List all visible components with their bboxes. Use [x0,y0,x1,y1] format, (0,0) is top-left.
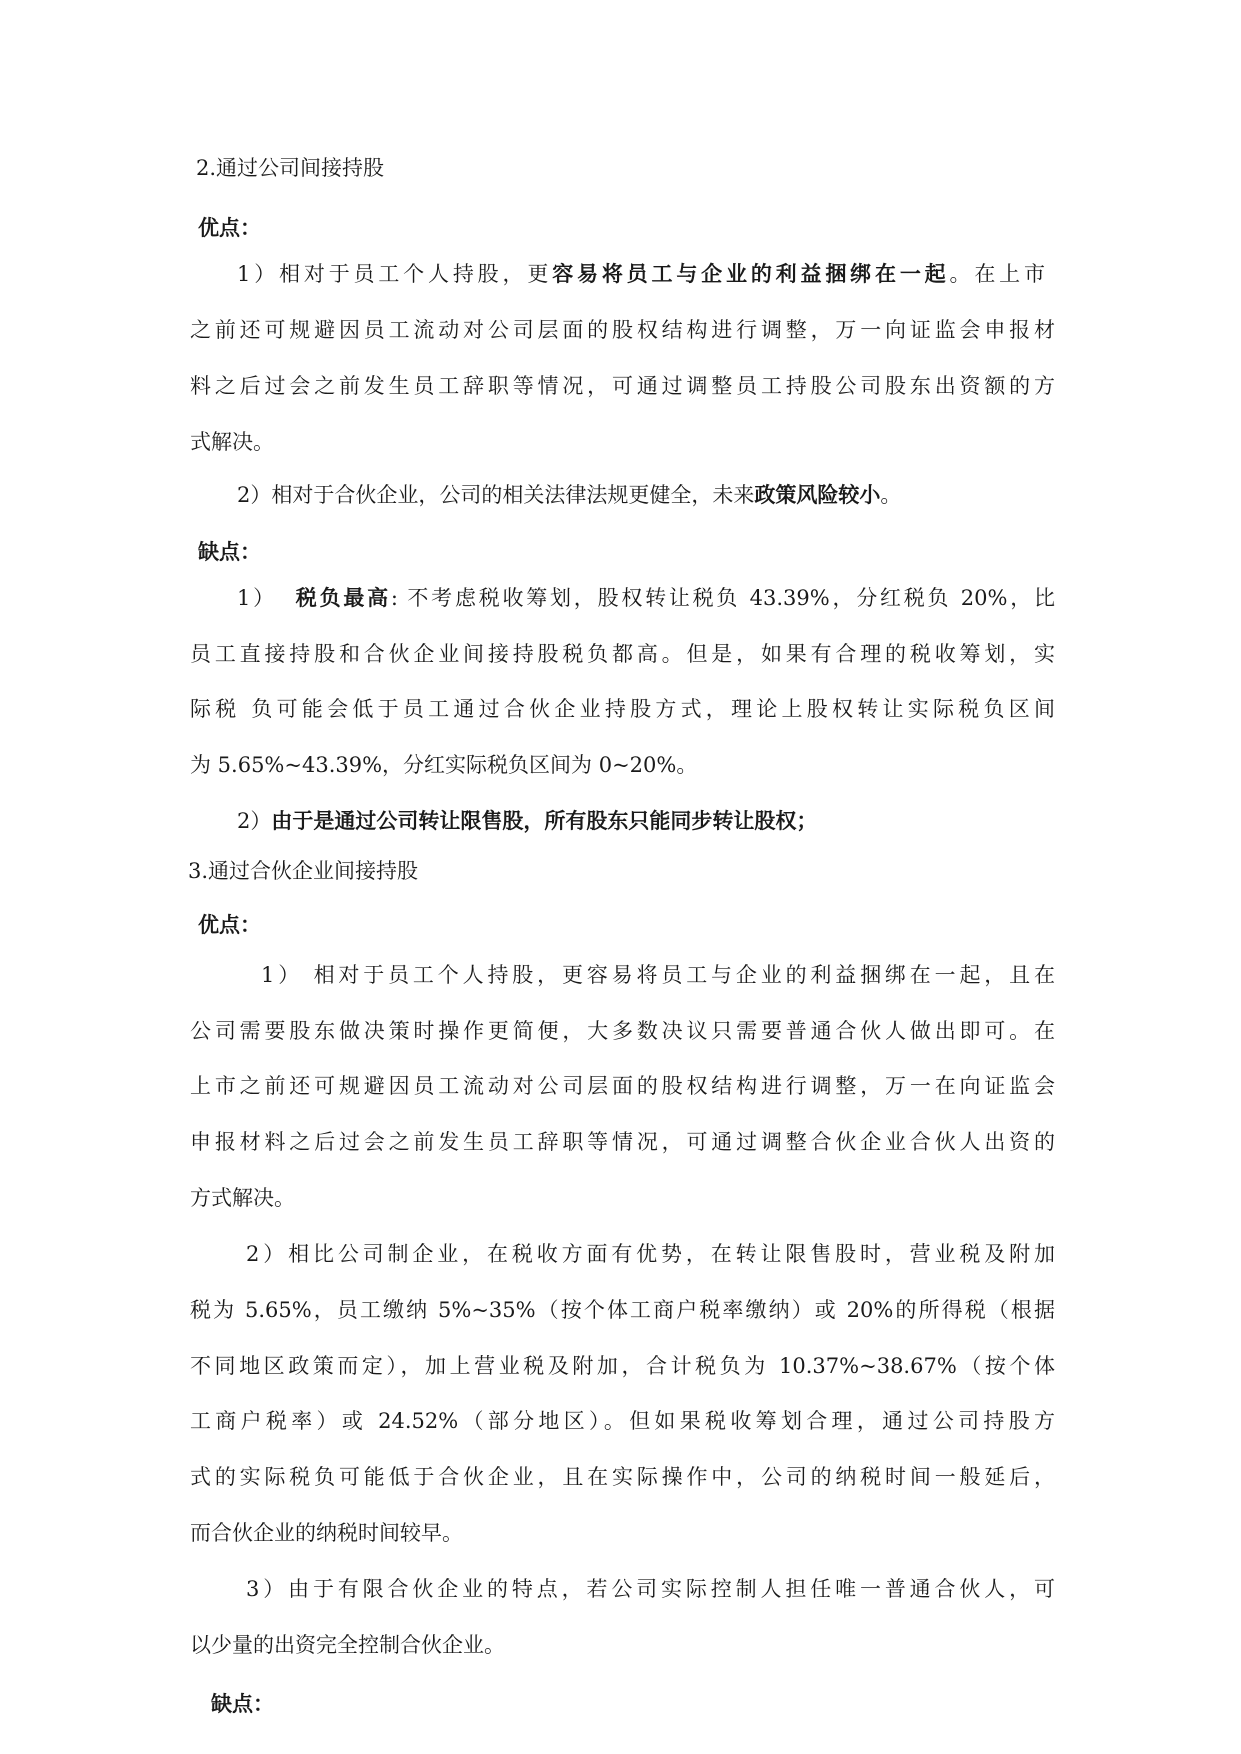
section-3-pro-3-line-1: 3）由于有限合伙企业的特点，若公司实际控制人担任唯一普通合伙人，可 [246,1577,1055,1601]
section-2-pro-1-line-2: 之前还可规避因员工流动对公司层面的股权结构进行调整，万一向证监会申报材 [190,318,1055,342]
section-2-con-1-line-4: 为 5.65%~43.39%，分红实际税负区间为 0~20%。 [190,753,698,777]
emphasis-text: 容易将员工与企业的利益捆绑在一起 [552,262,950,286]
emphasis-text: 由于是通过公司转让限售股，所有股东只能同步转让股权； [271,809,818,833]
emphasis-text: 税负最高 [295,586,391,610]
text-run: 2）相对于合伙企业，公司的相关法律法规更健全，未来 [237,483,755,507]
section-2-pro-1-line-4: 式解决。 [190,430,274,454]
section-2-con-1-line-3: 际税 负可能会低于员工通过合伙企业持股方式，理论上股权转让实际税负区间 [190,697,1055,721]
text-run: 2） [237,809,272,833]
emphasis-text: 政策风险较小 [754,483,881,507]
section-3-pro-1-line-2: 公司需要股东做决策时操作更简便，大多数决议只需要普通合伙人做出即可。在 [190,1019,1055,1043]
section-3-pro-3-line-2: 以少量的出资完全控制合伙企业。 [190,1633,505,1657]
text-run: 1） [237,586,277,610]
section-2-pro-2 [237,480,901,510]
section-3-title: 3.通过合伙企业间接持股 [188,859,419,883]
section-3-pro-2-line-3: 不同地区政策而定），加上营业税及附加，合计税负为 10.37%~38.67%（按个体 [190,1354,1055,1378]
section-3-pro-2-line-6: 而合伙企业的纳税时间较早。 [190,1521,463,1545]
section-3-pros-label: 优点： [198,913,261,937]
section-2-title: 2.通过公司间接持股 [196,156,385,180]
text-run: 1）相对于员工个人持股，更 [237,262,553,286]
text-run: 。 [880,483,902,507]
section-2-con-1-line-2: 员工直接持股和合伙企业间接持股税负都高。但是，如果有合理的税收筹划，实 [190,642,1055,666]
section-2-con-1-line-1 [190,583,1055,613]
section-2-cons-label: 缺点： [198,540,261,564]
section-3-pro-1-line-5: 方式解决。 [190,1186,295,1210]
section-3-pro-1-line-3: 上市之前还可规避因员工流动对公司层面的股权结构进行调整，万一在向证监会 [190,1074,1055,1098]
section-3-pro-1-line-4: 申报材料之后过会之前发生员工辞职等情况，可通过调整合伙企业合伙人出资的 [190,1130,1055,1154]
section-3-pro-2-line-2: 税为 5.65%，员工缴纳 5%~35%（按个体工商户税率缴纳）或 20%的所得税（根据 [190,1298,1055,1322]
section-2-pro-1-line-3: 料之后过会之前发生员工辞职等情况，可通过调整员工持股公司股东出资额的方 [190,374,1055,398]
text-run: : 不考虑税收筹划，股权转让税负 43.39%，分红税负 20%，比 [390,586,1055,610]
section-3-pro-2-line-4: 工商户税率）或 24.52%（部分地区）。但如果税收筹划合理，通过公司持股方 [190,1409,1055,1433]
section-3-cons-label: 缺点： [211,1692,274,1716]
section-3-pro-2-line-5: 式的实际税负可能低于合伙企业，且在实际操作中，公司的纳税时间一般延后， [190,1465,1055,1489]
section-2-pros-label: 优点： [198,216,261,240]
section-2-con-2 [237,806,817,836]
section-3-pro-1-line-1: 1） 相对于员工个人持股，更容易将员工与企业的利益捆绑在一起，且在 [261,963,1055,987]
text-run: 。在上市 [949,262,1045,286]
section-3-pro-2-line-1: 2）相比公司制企业，在税收方面有优势，在转让限售股时，营业税及附加 [246,1242,1055,1266]
section-2-pro-1-line-1 [190,259,1045,289]
